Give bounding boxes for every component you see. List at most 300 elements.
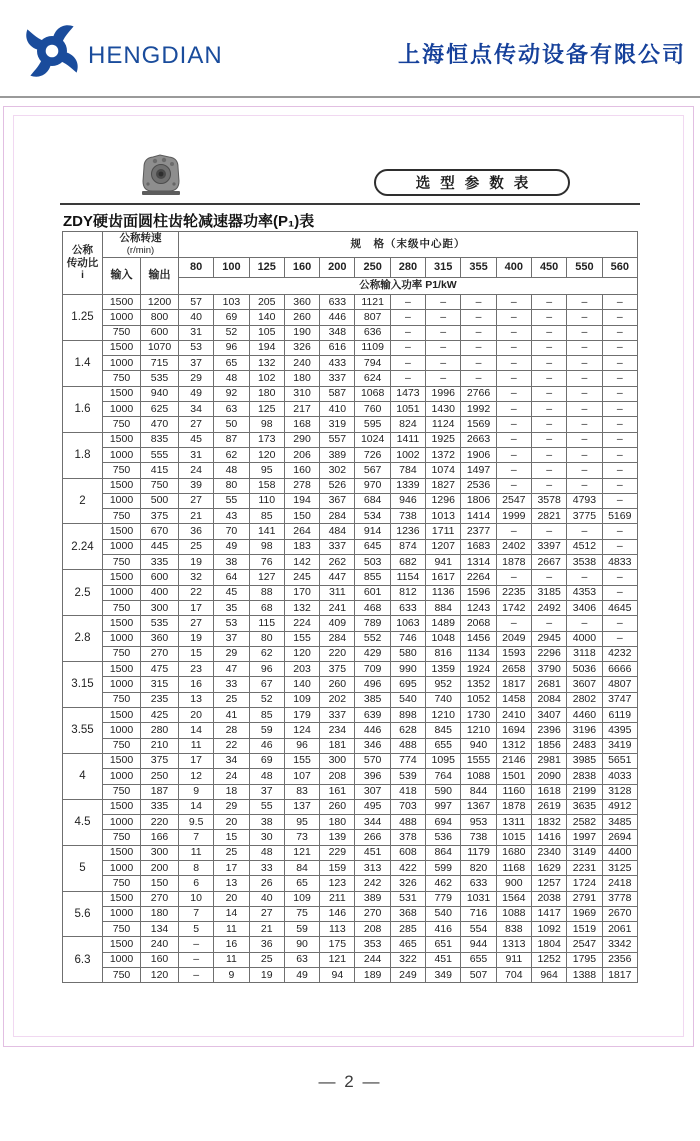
power-value-cell: 68 <box>249 600 284 615</box>
power-value-cell: 507 <box>461 968 496 983</box>
power-value-cell: 14 <box>214 906 249 921</box>
power-value-cell: 4833 <box>602 555 637 570</box>
power-value-cell: 1051 <box>390 402 425 417</box>
power-value-cell: – <box>567 432 602 447</box>
power-value-cell: 69 <box>214 310 249 325</box>
power-value-cell: 107 <box>284 769 319 784</box>
table-row <box>63 463 638 478</box>
power-value-cell: 319 <box>320 417 355 432</box>
output-speed-cell: 375 <box>141 509 179 524</box>
size-header-cell: 550 <box>567 258 602 278</box>
power-value-cell: 488 <box>390 738 425 753</box>
table-row <box>63 677 638 692</box>
power-value-cell: 63 <box>214 402 249 417</box>
table-row <box>63 891 638 906</box>
power-value-cell: 170 <box>284 585 319 600</box>
ratio-cell: 5.6 <box>63 891 103 937</box>
power-value-cell: – <box>567 325 602 340</box>
power-value-cell: – <box>602 356 637 371</box>
power-value-cell: 94 <box>320 968 355 983</box>
power-value-cell: 109 <box>284 891 319 906</box>
power-value-cell: 1596 <box>461 585 496 600</box>
power-value-cell: 1724 <box>567 876 602 891</box>
power-value-cell: 16 <box>214 937 249 952</box>
power-value-cell: – <box>461 310 496 325</box>
table-row <box>63 784 638 799</box>
power-value-cell: 115 <box>249 616 284 631</box>
power-value-cell: 337 <box>320 371 355 386</box>
power-value-cell: 278 <box>284 478 319 493</box>
power-value-cell: 90 <box>284 937 319 952</box>
power-value-cell: 313 <box>355 860 390 875</box>
power-value-cell: – <box>602 371 637 386</box>
input-speed-cell: 1000 <box>103 310 141 325</box>
input-speed-cell: 750 <box>103 325 141 340</box>
power-value-cell: 4232 <box>602 646 637 661</box>
power-value-cell: – <box>390 340 425 355</box>
power-value-cell: – <box>426 371 461 386</box>
power-value-cell: 18 <box>214 784 249 799</box>
power-value-cell: 27 <box>179 616 214 631</box>
power-value-cell: 416 <box>426 922 461 937</box>
output-speed-cell: 335 <box>141 555 179 570</box>
power-value-cell: 484 <box>320 524 355 539</box>
power-value-cell: 95 <box>249 463 284 478</box>
power-value-cell: 326 <box>390 876 425 891</box>
power-value-cell: 2681 <box>531 677 566 692</box>
power-value-cell: 503 <box>355 555 390 570</box>
power-value-cell: 249 <box>390 968 425 983</box>
power-value-cell: 1311 <box>496 815 531 830</box>
output-speed-cell: 555 <box>141 447 179 462</box>
power-value-cell: – <box>496 386 531 401</box>
power-value-cell: 105 <box>249 325 284 340</box>
power-value-cell: 24 <box>179 463 214 478</box>
input-speed-cell: 750 <box>103 738 141 753</box>
output-speed-cell: 400 <box>141 585 179 600</box>
power-value-cell: 168 <box>284 417 319 432</box>
input-speed-cell: 1000 <box>103 493 141 508</box>
size-header-cell: 200 <box>320 258 355 278</box>
table-row <box>63 815 638 830</box>
power-value-cell: 6119 <box>602 708 637 723</box>
output-speed-cell: 800 <box>141 310 179 325</box>
output-speed-cell: 535 <box>141 616 179 631</box>
power-value-cell: 779 <box>426 891 461 906</box>
power-value-cell: 367 <box>320 493 355 508</box>
power-value-cell: 2356 <box>602 952 637 967</box>
power-value-cell: 1430 <box>426 402 461 417</box>
power-value-cell: 1680 <box>496 845 531 860</box>
power-value-cell: 3419 <box>602 738 637 753</box>
power-value-cell: 40 <box>179 310 214 325</box>
power-value-cell: 132 <box>249 356 284 371</box>
power-value-cell: 628 <box>390 723 425 738</box>
size-header-cell: 315 <box>426 258 461 278</box>
power-value-cell: 43 <box>214 509 249 524</box>
power-value-cell: 96 <box>214 340 249 355</box>
power-value-cell: 1564 <box>496 891 531 906</box>
power-value-cell: 123 <box>320 876 355 891</box>
power-header: 公称输入功率 P1/kW <box>179 278 638 295</box>
power-value-cell: 746 <box>390 631 425 646</box>
power-value-cell: 15 <box>214 830 249 845</box>
power-value-cell: 1002 <box>390 447 425 462</box>
power-value-cell: 41 <box>214 708 249 723</box>
power-value-cell: 760 <box>355 402 390 417</box>
power-value-cell: 180 <box>249 386 284 401</box>
power-value-cell: – <box>567 295 602 310</box>
power-value-cell: – <box>567 340 602 355</box>
power-value-cell: 997 <box>426 799 461 814</box>
power-value-cell: 208 <box>320 769 355 784</box>
power-value-cell: 4000 <box>567 631 602 646</box>
power-value-cell: 349 <box>426 968 461 983</box>
power-value-cell: 1136 <box>426 585 461 600</box>
power-value-cell: 2199 <box>567 784 602 799</box>
power-value-cell: 2547 <box>496 493 531 508</box>
power-value-cell: 1417 <box>531 906 566 921</box>
output-speed-cell: 500 <box>141 493 179 508</box>
power-value-cell: 1015 <box>496 830 531 845</box>
power-value-cell: 245 <box>284 570 319 585</box>
power-value-cell: 208 <box>355 922 390 937</box>
power-value-cell: 3118 <box>567 646 602 661</box>
input-speed-cell: 750 <box>103 784 141 799</box>
power-value-cell: 433 <box>320 356 355 371</box>
power-value-cell: – <box>461 295 496 310</box>
input-speed-cell: 1500 <box>103 478 141 493</box>
power-value-cell: 599 <box>426 860 461 875</box>
power-value-cell: 24 <box>214 769 249 784</box>
power-value-cell: 1878 <box>496 799 531 814</box>
power-value-cell: – <box>531 386 566 401</box>
power-value-cell: – <box>426 310 461 325</box>
power-value-cell: 20 <box>214 891 249 906</box>
power-value-cell: 3196 <box>567 723 602 738</box>
output-speed-cell: 270 <box>141 646 179 661</box>
power-value-cell: 96 <box>284 738 319 753</box>
output-speed-cell: 250 <box>141 769 179 784</box>
power-value-cell: 121 <box>320 952 355 967</box>
power-value-cell: 557 <box>320 432 355 447</box>
table-row <box>63 646 638 661</box>
power-value-cell: 300 <box>320 753 355 768</box>
power-value-cell: 2791 <box>567 891 602 906</box>
power-value-cell: 1817 <box>496 677 531 692</box>
power-value-cell: 824 <box>390 417 425 432</box>
power-value-cell: 120 <box>284 646 319 661</box>
power-value-cell: 1296 <box>426 493 461 508</box>
power-value-cell: 645 <box>355 539 390 554</box>
power-value-cell: 1109 <box>355 340 390 355</box>
power-value-cell: – <box>496 295 531 310</box>
input-speed-cell: 750 <box>103 463 141 478</box>
power-value-cell: 764 <box>426 769 461 784</box>
table-row <box>63 600 638 615</box>
power-value-cell: 1878 <box>496 555 531 570</box>
power-value-cell: 970 <box>355 478 390 493</box>
power-value-cell: – <box>531 310 566 325</box>
power-value-cell: 2049 <box>496 631 531 646</box>
power-value-cell: 5169 <box>602 509 637 524</box>
power-value-cell: 3778 <box>602 891 637 906</box>
power-value-cell: 55 <box>249 799 284 814</box>
power-value-cell: 451 <box>355 845 390 860</box>
power-value-cell: 4512 <box>567 539 602 554</box>
power-value-cell: – <box>390 295 425 310</box>
output-speed-cell: 1070 <box>141 340 179 355</box>
output-speed-cell: 315 <box>141 677 179 692</box>
power-value-cell: 2264 <box>461 570 496 585</box>
power-value-cell: 260 <box>320 799 355 814</box>
power-value-cell: 21 <box>179 509 214 524</box>
power-value-cell: – <box>496 325 531 340</box>
size-header-cell: 100 <box>214 258 249 278</box>
power-value-cell: 990 <box>390 662 425 677</box>
power-value-cell: 794 <box>355 356 390 371</box>
power-value-cell: – <box>426 356 461 371</box>
power-value-cell: – <box>496 310 531 325</box>
table-row <box>63 723 638 738</box>
input-speed-cell: 750 <box>103 922 141 937</box>
output-speed-cell: 187 <box>141 784 179 799</box>
power-value-cell: 34 <box>214 753 249 768</box>
input-speed-cell: 1000 <box>103 860 141 875</box>
power-value-cell: 34 <box>179 402 214 417</box>
power-value-cell: 446 <box>320 310 355 325</box>
input-speed-cell: 1500 <box>103 753 141 768</box>
power-value-cell: 789 <box>355 616 390 631</box>
table-row <box>63 922 638 937</box>
power-value-cell: 1795 <box>567 952 602 967</box>
power-value-cell: 11 <box>179 738 214 753</box>
power-value-cell: 264 <box>284 524 319 539</box>
input-speed-cell: 1000 <box>103 539 141 554</box>
power-value-cell: 964 <box>531 968 566 983</box>
power-value-cell: 64 <box>214 570 249 585</box>
power-value-cell: 3635 <box>567 799 602 814</box>
power-value-cell: 14 <box>179 799 214 814</box>
power-value-cell: 70 <box>214 524 249 539</box>
power-value-cell: 220 <box>320 646 355 661</box>
power-value-cell: 1068 <box>355 386 390 401</box>
output-speed-cell: 600 <box>141 325 179 340</box>
power-value-cell: – <box>567 386 602 401</box>
power-value-cell: 820 <box>461 860 496 875</box>
output-speed-cell: 150 <box>141 876 179 891</box>
power-value-cell: 2582 <box>567 815 602 830</box>
power-value-cell: 26 <box>249 876 284 891</box>
output-speed-cell: 625 <box>141 402 179 417</box>
power-value-cell: 1210 <box>461 723 496 738</box>
power-value-cell: 19 <box>179 631 214 646</box>
ratio-column-header <box>63 232 103 295</box>
power-value-cell: – <box>567 616 602 631</box>
power-value-cell: – <box>567 310 602 325</box>
output-speed-cell: 335 <box>141 799 179 814</box>
output-speed-cell: 160 <box>141 952 179 967</box>
power-value-cell: 816 <box>426 646 461 661</box>
power-value-cell: – <box>531 371 566 386</box>
power-value-cell: – <box>531 402 566 417</box>
power-value-cell: 703 <box>390 799 425 814</box>
table-row <box>63 692 638 707</box>
power-value-cell: 639 <box>355 708 390 723</box>
power-value-cell: 159 <box>320 860 355 875</box>
power-value-cell: 3406 <box>567 600 602 615</box>
input-speed-cell: 1000 <box>103 769 141 784</box>
power-value-cell: – <box>602 585 637 600</box>
output-speed-cell: 166 <box>141 830 179 845</box>
power-value-cell: 716 <box>461 906 496 921</box>
power-value-cell: 241 <box>320 600 355 615</box>
power-value-cell: 45 <box>214 585 249 600</box>
power-value-cell: 85 <box>249 708 284 723</box>
power-value-cell: 1095 <box>426 753 461 768</box>
power-value-cell: 838 <box>496 922 531 937</box>
power-value-cell: 36 <box>249 937 284 952</box>
power-value-cell: 774 <box>390 753 425 768</box>
power-value-cell: 14 <box>179 723 214 738</box>
power-value-cell: 2547 <box>567 937 602 952</box>
output-speed-cell: 210 <box>141 738 179 753</box>
power-value-cell: 534 <box>355 509 390 524</box>
power-value-cell: – <box>567 478 602 493</box>
power-value-cell: 337 <box>320 539 355 554</box>
power-value-cell: 140 <box>249 310 284 325</box>
power-value-cell: 2483 <box>567 738 602 753</box>
power-value-cell: 684 <box>355 493 390 508</box>
table-row <box>63 952 638 967</box>
input-speed-cell: 1500 <box>103 891 141 906</box>
power-value-cell: 2068 <box>461 616 496 631</box>
ratio-cell: 4 <box>63 753 103 799</box>
power-value-cell: 98 <box>249 417 284 432</box>
power-value-cell: 1969 <box>567 906 602 921</box>
power-value-cell: – <box>531 432 566 447</box>
power-value-cell: 2377 <box>461 524 496 539</box>
power-value-cell: 2340 <box>531 845 566 860</box>
input-speed-cell: 1000 <box>103 906 141 921</box>
power-value-cell: 69 <box>249 753 284 768</box>
input-speed-cell: 1500 <box>103 386 141 401</box>
output-speed-cell: 300 <box>141 600 179 615</box>
table-row <box>63 386 638 401</box>
power-value-cell: 704 <box>496 968 531 983</box>
power-value-cell: 3149 <box>567 845 602 860</box>
power-value-cell: 1694 <box>496 723 531 738</box>
power-value-cell: 150 <box>284 509 319 524</box>
power-value-cell: 1489 <box>426 616 461 631</box>
power-value-cell: 21 <box>249 922 284 937</box>
output-speed-cell: 200 <box>141 860 179 875</box>
output-speed-header: 输出 <box>141 258 179 295</box>
brand-name: HENGDIAN <box>88 42 223 69</box>
power-value-cell: 616 <box>320 340 355 355</box>
power-value-cell: 183 <box>284 539 319 554</box>
power-value-cell: 1024 <box>355 432 390 447</box>
power-value-cell: 1742 <box>496 600 531 615</box>
power-value-cell: 784 <box>390 463 425 478</box>
power-value-cell: 914 <box>355 524 390 539</box>
power-value-cell: 9 <box>214 968 249 983</box>
power-value-cell: 1031 <box>461 891 496 906</box>
ratio-cell: 3.15 <box>63 662 103 708</box>
power-value-cell: 5 <box>179 922 214 937</box>
power-value-cell: – <box>390 371 425 386</box>
power-value-cell: 11 <box>179 845 214 860</box>
table-row <box>63 769 638 784</box>
power-value-cell: – <box>496 463 531 478</box>
power-value-cell: 590 <box>426 784 461 799</box>
power-value-cell: 1617 <box>426 570 461 585</box>
ratio-cell: 2 <box>63 478 103 524</box>
power-value-cell: 290 <box>284 432 319 447</box>
power-value-cell: 2418 <box>602 876 637 891</box>
power-value-cell: – <box>179 968 214 983</box>
power-value-cell: 48 <box>214 371 249 386</box>
power-value-cell: 102 <box>249 371 284 386</box>
power-value-cell: 244 <box>355 952 390 967</box>
power-value-cell: 2802 <box>567 692 602 707</box>
power-value-cell: 844 <box>461 784 496 799</box>
table-row <box>63 555 638 570</box>
power-value-cell: 180 <box>284 371 319 386</box>
power-value-cell: 76 <box>249 555 284 570</box>
power-value-cell: – <box>461 371 496 386</box>
power-value-cell: 48 <box>214 463 249 478</box>
size-header-cell: 355 <box>461 258 496 278</box>
power-value-cell: – <box>496 616 531 631</box>
power-value-cell: 1207 <box>426 539 461 554</box>
power-value-cell: 16 <box>179 677 214 692</box>
power-value-cell: – <box>531 616 566 631</box>
size-header-cell: 400 <box>496 258 531 278</box>
power-value-cell: 2694 <box>602 830 637 845</box>
output-speed-cell: 180 <box>141 906 179 921</box>
power-value-cell: 2838 <box>567 769 602 784</box>
output-speed-cell: 715 <box>141 356 179 371</box>
input-speed-cell: 1500 <box>103 937 141 952</box>
ratio-header-line2: 传动比 <box>66 256 99 269</box>
power-value-cell: 1925 <box>426 432 461 447</box>
power-value-cell: 67 <box>249 677 284 692</box>
power-value-cell: – <box>179 952 214 967</box>
power-value-cell: 1832 <box>531 815 566 830</box>
output-speed-cell: 470 <box>141 417 179 432</box>
power-value-cell: 636 <box>355 325 390 340</box>
power-value-cell: 75 <box>284 906 319 921</box>
power-value-cell: 7 <box>179 830 214 845</box>
table-row <box>63 478 638 493</box>
power-value-cell: – <box>496 371 531 386</box>
power-value-cell: 3397 <box>531 539 566 554</box>
gear-reducer-image <box>136 151 186 199</box>
power-value-cell: 940 <box>461 738 496 753</box>
power-value-cell: – <box>602 432 637 447</box>
ratio-cell: 2.24 <box>63 524 103 570</box>
power-value-cell: 953 <box>461 815 496 830</box>
power-value-cell: 911 <box>496 952 531 967</box>
power-value-cell: – <box>426 340 461 355</box>
power-value-cell: 1414 <box>461 509 496 524</box>
size-header-cell: 560 <box>602 258 637 278</box>
power-value-cell: 812 <box>390 585 425 600</box>
power-value-cell: 120 <box>249 447 284 462</box>
power-value-cell: – <box>602 417 637 432</box>
input-speed-cell: 750 <box>103 876 141 891</box>
